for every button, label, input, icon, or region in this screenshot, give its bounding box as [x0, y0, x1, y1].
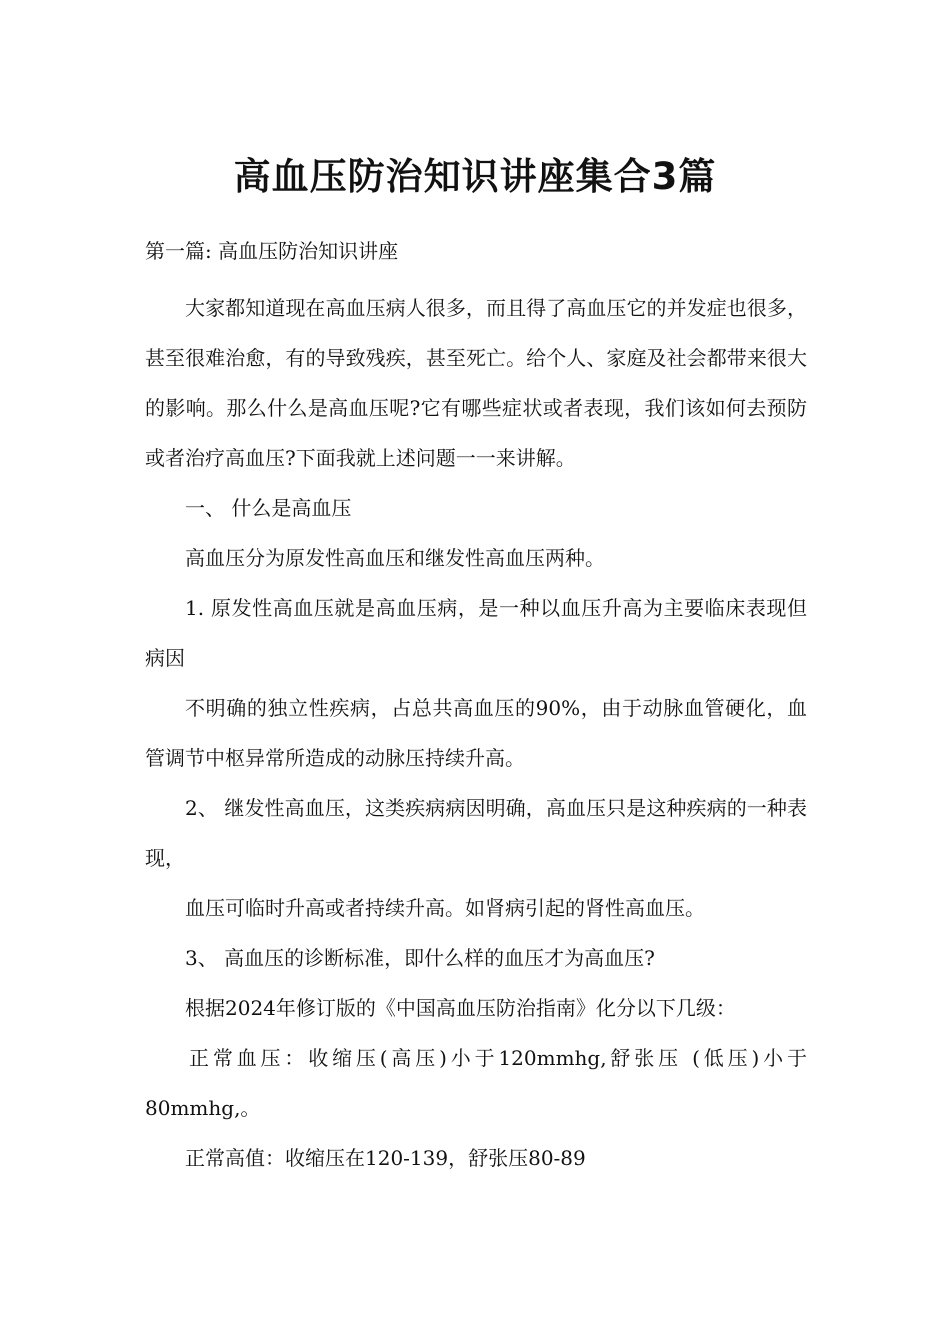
- paragraph-high-normal-bp: 正常高值：收缩压在120-139，舒张压80-89: [185, 1146, 586, 1170]
- document-body: [145, 283, 807, 1183]
- document-title: 高血压防治知识讲座集合3篇: [233, 154, 717, 198]
- paragraph-secondary-hypertension-cont: 血压可临时升高或者持续升高。如肾病引起的肾性高血压。: [185, 896, 705, 920]
- paragraph-intro: 大家都知道现在高血压病人很多，而且得了高血压它的并发症也很多，甚至很难治愈，有的导致残疾，甚至死亡。给个人、家庭及社会都带来很大的影响。那么什么是高血压呢?它有哪些症状或者表现，我们该如何去预防或者治疗高血压?下面我就上述问题一一来讲解。: [145, 296, 807, 470]
- heading-what-is-hypertension: 一、 什么是高血压: [185, 496, 352, 520]
- paragraph-guideline: 根据2024年修订版的《中国高血压防治指南》化分以下几级：: [185, 996, 736, 1020]
- section-heading: 第一篇: 高血压防治知识讲座: [145, 239, 399, 263]
- paragraph-primary-hypertension: 1. 原发性高血压就是高血压病，是一种以血压升高为主要临床表现但病因: [145, 596, 807, 670]
- paragraph-types: 高血压分为原发性高血压和继发性高血压两种。: [185, 546, 605, 570]
- paragraph-diagnostic-criteria: 3、 高血压的诊断标准，即什么样的血压才为高血压?: [185, 946, 655, 970]
- paragraph-primary-hypertension-cont: 不明确的独立性疾病，占总共高血压的90%，由于动脉血管硬化，血管调节中枢异常所造成的动脉压持续升高。: [145, 696, 807, 770]
- paragraph-secondary-hypertension: 2、 继发性高血压，这类疾病病因明确，高血压只是这种疾病的一种表现，: [145, 796, 807, 870]
- paragraph-normal-bp: 正常血压：收缩压(高压)小于120mmhg,舒张压 (低压)小于80mmhg,。: [145, 1046, 807, 1120]
